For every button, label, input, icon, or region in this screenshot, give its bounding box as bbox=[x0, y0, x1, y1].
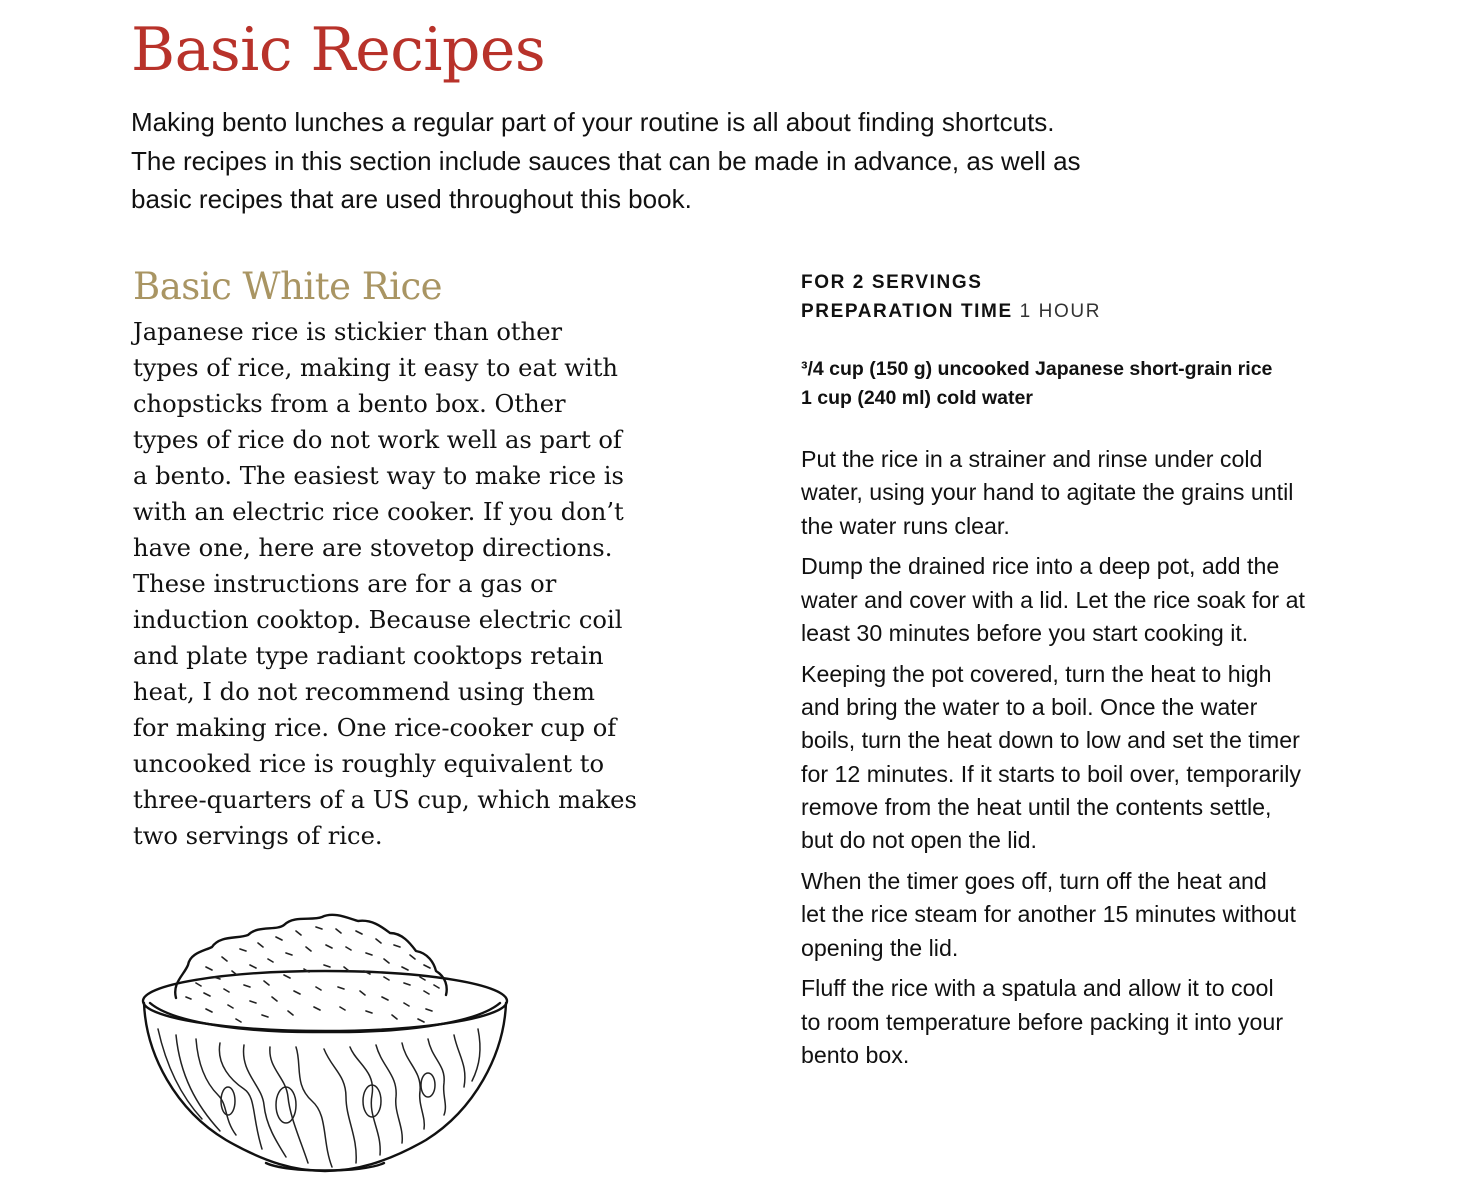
step-line: to room temperature before packing it into your bbox=[801, 1008, 1284, 1035]
description-line: two servings of rice. bbox=[133, 822, 383, 850]
description-line: a bento. The easiest way to make rice is bbox=[133, 462, 624, 490]
description-line: types of rice, making it easy to eat with bbox=[133, 354, 619, 382]
description-line: have one, here are stovetop directions. bbox=[133, 534, 613, 562]
servings-row bbox=[801, 268, 1101, 297]
step-line: water, using your hand to agitate the grains until bbox=[801, 479, 1294, 506]
intro-line: The recipes in this section include sauces that can be made in advance, as well as bbox=[131, 145, 1081, 176]
prep-time-value: 1 HOUR bbox=[1019, 301, 1102, 322]
step-line: Put the rice in a strainer and rinse under cold bbox=[801, 446, 1263, 472]
description-line: and plate type radiant cooktops retain bbox=[133, 642, 604, 670]
step-line: Dump the drained rice into a deep pot, add the bbox=[801, 553, 1280, 580]
intro-paragraph bbox=[131, 103, 1281, 219]
prep-time-row bbox=[801, 297, 1101, 326]
description-line: chopsticks from a bento box. Other bbox=[133, 390, 566, 418]
recipe-description bbox=[133, 314, 693, 854]
ingredient-item: ³/4 cup (150 g) uncooked Japanese short-grain rice bbox=[801, 358, 1273, 380]
description-line: types of rice do not work well as part of bbox=[133, 426, 622, 454]
step-item bbox=[801, 865, 1401, 965]
recipe-meta bbox=[801, 268, 1101, 326]
step-line: let the rice steam for another 15 minutes without bbox=[801, 901, 1296, 928]
description-line: three-quarters of a US cup, which makes bbox=[133, 786, 637, 814]
step-line: for 12 minutes. If it starts to boil over, temporarily bbox=[801, 760, 1302, 787]
description-line: These instructions are for a gas or bbox=[133, 570, 557, 598]
description-line: with an electric rice cooker. If you don’t bbox=[133, 498, 624, 526]
ingredient-item: 1 cup (240 ml) cold water bbox=[801, 387, 1033, 409]
step-list bbox=[801, 443, 1401, 1080]
prep-time-label: PREPARATION TIME bbox=[801, 301, 1013, 322]
step-line: Fluff the rice with a spatula and allow it to cool bbox=[801, 975, 1274, 1002]
step-line: but do not open the lid. bbox=[801, 827, 1037, 854]
step-line: Keeping the pot covered, turn the heat to high bbox=[801, 660, 1272, 687]
step-line: and bring the water to a boil. Once the water bbox=[801, 694, 1258, 721]
step-line: opening the lid. bbox=[801, 934, 959, 961]
ingredient-list bbox=[801, 355, 1272, 413]
step-line: remove from the heat until the contents settle, bbox=[801, 793, 1272, 820]
description-line: induction cooktop. Because electric coil bbox=[133, 606, 623, 634]
description-line: heat, I do not recommend using them bbox=[133, 678, 595, 706]
step-item bbox=[801, 443, 1401, 543]
description-line: uncooked rice is roughly equivalent to bbox=[133, 750, 605, 778]
step-line: least 30 minutes before you start cooking it. bbox=[801, 619, 1249, 646]
rice-bowl-illustration bbox=[136, 905, 514, 1177]
intro-line: Making bento lunches a regular part of your routine is all about finding shortcuts. bbox=[131, 107, 1055, 137]
step-item bbox=[801, 658, 1401, 858]
intro-line: basic recipes that are used throughout this book. bbox=[131, 184, 692, 214]
step-line: the water runs clear. bbox=[801, 512, 1010, 539]
step-line: boils, turn the heat down to low and set the timer bbox=[801, 727, 1300, 754]
step-line: water and cover with a lid. Let the rice soak for at bbox=[801, 586, 1305, 613]
description-line: Japanese rice is stickier than other bbox=[133, 318, 563, 346]
servings-label: FOR 2 SERVINGS bbox=[801, 272, 983, 293]
step-line: When the timer goes off, turn off the heat and bbox=[801, 868, 1267, 895]
step-item bbox=[801, 550, 1401, 650]
description-line: for making rice. One rice-cooker cup of bbox=[133, 714, 617, 742]
recipe-title: Basic White Rice bbox=[133, 265, 443, 308]
page-title: Basic Recipes bbox=[131, 15, 546, 85]
step-item bbox=[801, 972, 1401, 1072]
step-line: bento box. bbox=[801, 1042, 910, 1069]
